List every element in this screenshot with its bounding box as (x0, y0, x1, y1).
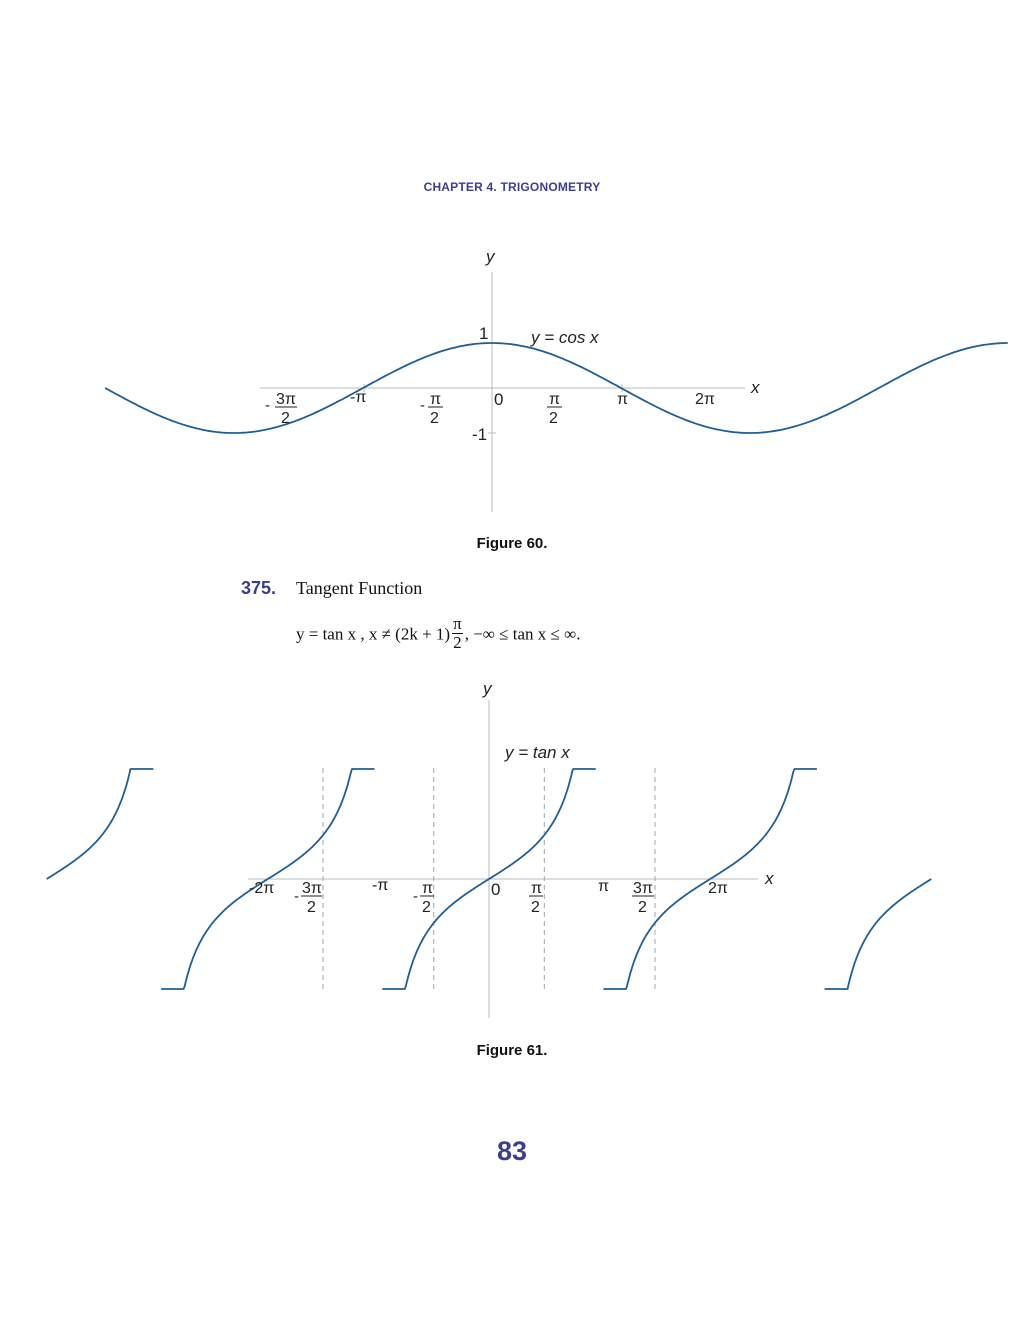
figure-60-caption: Figure 60. (476, 535, 548, 552)
axis-label-y: y (483, 679, 492, 698)
formula-rhs: , −∞ ≤ tan x ≤ ∞. (464, 624, 581, 644)
tick-3pi2-den: 2 (638, 899, 647, 916)
tick-neg-3pi2-den: 2 (281, 410, 290, 427)
tick-neg-pi2-den: 2 (430, 410, 439, 427)
tick-neg-pi2-num: π (422, 880, 434, 897)
formula-frac-den: 2 (453, 632, 462, 652)
curve-label: y = cos x (531, 328, 599, 347)
tick-pi: π (598, 878, 610, 895)
tick-neg-pi: -π (372, 877, 389, 894)
tangent-branch (47, 769, 154, 879)
tick-pi: π (617, 391, 629, 408)
tick-neg-pi2-den: 2 (422, 899, 431, 916)
axis-label-x: x (751, 378, 760, 397)
formula-lhs: y = tan x , x ≠ (2k + 1) (296, 624, 451, 644)
tick-minus-sign: - (413, 888, 418, 905)
tick-pi2-num: π (531, 880, 543, 897)
tick-minus-sign: - (294, 888, 299, 905)
item-number: 375. (241, 578, 277, 598)
tick-pi2-den: 2 (531, 899, 540, 916)
tick-zero: 0 (491, 880, 501, 899)
tick-neg-2pi: -2π (249, 880, 275, 897)
tick-neg-3pi2-num: 3π (276, 391, 296, 408)
tick-neg-3pi2-den: 2 (307, 899, 316, 916)
formula-frac-num: π (453, 614, 462, 633)
figure-61-caption: Figure 61. (476, 1042, 548, 1059)
tick-3pi2-num: 3π (633, 880, 653, 897)
tick-neg-pi2-num: π (430, 391, 442, 408)
tick-neg-3pi2-num: 3π (302, 880, 322, 897)
curve-label: y = tan x (505, 743, 570, 762)
item-title: Tangent Function (296, 578, 423, 598)
tick-minus-sign: - (265, 397, 270, 414)
tick-neg-pi: -π (350, 389, 367, 406)
tick-y-neg-one: -1 (472, 425, 488, 444)
tick-minus-sign: - (420, 397, 425, 414)
tick-zero: 0 (494, 390, 504, 409)
page-number: 83 (496, 1136, 528, 1166)
axis-label-x: x (765, 869, 774, 888)
tick-pi2-den: 2 (549, 410, 558, 427)
axis-label-y: y (486, 247, 495, 266)
tick-y-one: 1 (479, 324, 489, 343)
chapter-header: CHAPTER 4. TRIGONOMETRY (423, 180, 601, 194)
tick-pi2-num: π (549, 391, 561, 408)
tangent-branch (825, 879, 932, 989)
tick-two-pi: 2π (708, 880, 728, 897)
tick-two-pi: 2π (695, 391, 715, 408)
